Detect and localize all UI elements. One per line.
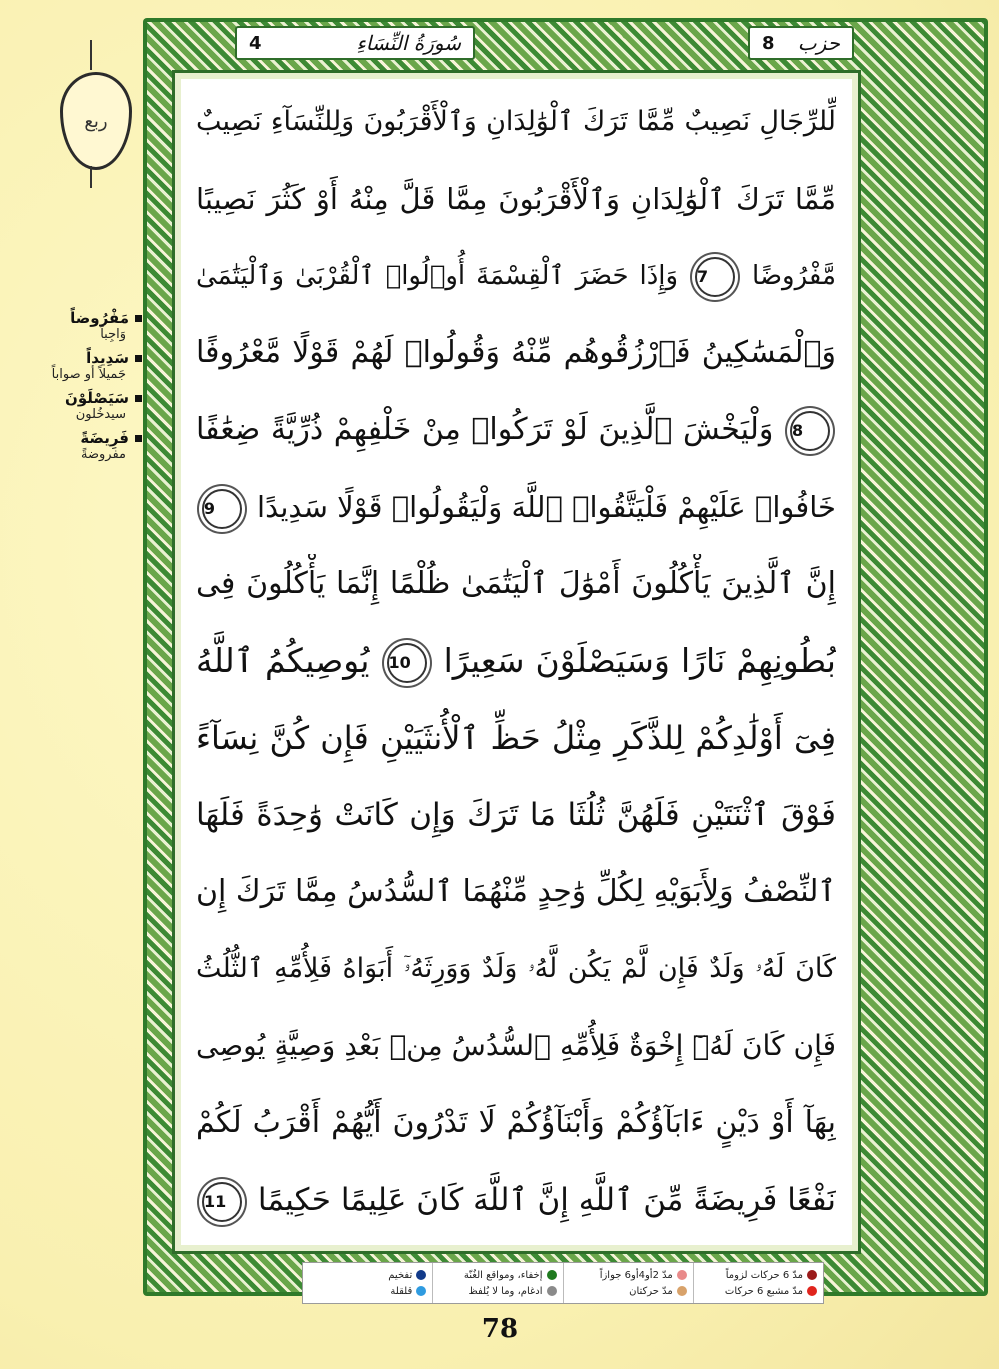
legend-item bbox=[570, 1267, 687, 1283]
legend-label: إخفاء، ومواقع الغُنّة bbox=[463, 1269, 543, 1281]
verse-text: فِىٓ أَوْلَٰدِكُمْ لِلذَّكَرِ مِثْلُ حَظِّ ٱلْأُنثَيَيْنِ فَإِن كُنَّ نِسَآءً bbox=[196, 719, 836, 757]
color-dot-icon bbox=[807, 1286, 817, 1296]
glossary-item bbox=[20, 428, 142, 462]
legend-label: ادغام، وما لا يُلفظ bbox=[468, 1285, 543, 1297]
verse-text: نَفْعًا فَرِيضَةً مِّنَ ٱللَّهِ إِنَّ ٱللَّهَ كَانَ عَلِيمًا حَكِيمًا bbox=[257, 1182, 836, 1218]
bullet-icon bbox=[135, 395, 142, 402]
verse-line-4 bbox=[196, 323, 836, 383]
legend-label: قلقلة bbox=[390, 1285, 413, 1297]
glossary-meaning: سيدخُلون bbox=[75, 407, 126, 422]
verse-text: يُوصِيكُمُ ٱللَّهُ bbox=[196, 641, 370, 680]
hizb-number: 8 bbox=[762, 32, 775, 54]
ayah-number-marker: 9 bbox=[202, 489, 242, 529]
color-dot-icon bbox=[807, 1270, 817, 1280]
verse-text: لِّلرِّجَالِ نَصِيبٌ مِّمَّا تَرَكَ ٱلْوَٰلِدَانِ وَٱلْأَقْرَبُونَ وَلِلنِّسَآءِ نَصِيبٌ bbox=[196, 106, 836, 137]
medallion-stem-bottom bbox=[90, 166, 92, 188]
verse-text: فَوْقَ ٱثْنَتَيْنِ فَلَهُنَّ ثُلُثَا مَا تَرَكَ وَإِن كَانَتْ وَٰحِدَةً فَلَهَا bbox=[196, 797, 836, 833]
legend-label: مدّ 2أو4أو6 جوازاً bbox=[599, 1269, 673, 1281]
verse-text: مَّفْرُوضًا bbox=[752, 261, 836, 291]
glossary-word: فَرِيضَةً bbox=[80, 429, 129, 447]
surah-name: سُورَةُ النِّسَاءِ bbox=[356, 31, 461, 55]
verse-line-2 bbox=[196, 169, 836, 229]
legend-label: مدّ حركتان bbox=[629, 1285, 673, 1297]
legend-column bbox=[303, 1263, 432, 1303]
verse-line-5 bbox=[196, 400, 836, 460]
legend-label: مدّ مشبع 6 حركات bbox=[724, 1285, 803, 1297]
legend-item bbox=[700, 1283, 817, 1299]
legend-item bbox=[570, 1283, 687, 1299]
glossary-item bbox=[20, 308, 142, 342]
legend-item bbox=[439, 1267, 556, 1283]
rub-label: ربع bbox=[84, 110, 108, 132]
verse-line-13 bbox=[196, 1016, 836, 1076]
verse-text: وَلْيَخْشَ ٱلَّذِينَ لَوْ تَرَكُوا۟ مِنْ خَلْفِهِمْ ذُرِّيَّةً ضِعَٰفًا bbox=[196, 412, 774, 447]
hizb-label: حزب bbox=[797, 31, 840, 55]
hizb-header bbox=[748, 26, 854, 60]
bullet-icon bbox=[135, 355, 142, 362]
verse-line-12 bbox=[196, 939, 836, 999]
verse-line-14 bbox=[196, 1093, 836, 1153]
glossary-item bbox=[20, 388, 142, 422]
verse-line-8 bbox=[196, 631, 836, 691]
glossary-word: سَدِيداً bbox=[86, 349, 129, 367]
verse-text: بُطُونِهِمْ نَارًا وَسَيَصْلَوْنَ سَعِيرًا bbox=[443, 641, 836, 680]
legend-column bbox=[432, 1263, 562, 1303]
glossary-item bbox=[20, 348, 142, 382]
ayah-number-marker: 10 bbox=[387, 643, 427, 683]
glossary-meaning: مفروضةً bbox=[81, 447, 126, 462]
verse-line-10 bbox=[196, 785, 836, 845]
verse-text: كَانَ لَهُۥ وَلَدٌ فَإِن لَّمْ يَكُن لَّهُۥ وَلَدٌ وَوَرِثَهُۥٓ أَبَوَاهُ فَلِأُمِّهِ ٱلثُّلُثُ bbox=[196, 953, 836, 984]
surah-header bbox=[235, 26, 475, 60]
color-dot-icon bbox=[677, 1270, 687, 1280]
margin-glossary bbox=[20, 308, 142, 468]
legend-item bbox=[439, 1283, 556, 1299]
verse-line-6 bbox=[196, 477, 836, 537]
verse-line-9 bbox=[196, 708, 836, 768]
color-dot-icon bbox=[416, 1286, 426, 1296]
glossary-meaning: وَاجِباً bbox=[100, 327, 126, 342]
color-dot-icon bbox=[416, 1270, 426, 1280]
verse-line-1 bbox=[196, 92, 836, 152]
tajweed-legend bbox=[302, 1262, 824, 1304]
verse-text: وَإِذَا حَضَرَ ٱلْقِسْمَةَ أُو۟لُوا۟ ٱلْقُرْبَىٰ وَٱلْيَتَٰمَىٰ bbox=[196, 261, 679, 291]
verse-text: وَٱلْمَسَٰكِينُ فَٱرْزُقُوهُم مِّنْهُ وَقُولُوا۟ لَهُمْ قَوْلًا مَّعْرُوفًا bbox=[196, 335, 836, 370]
color-dot-icon bbox=[547, 1270, 557, 1280]
verse-text: بِهَآ أَوْ دَيْنٍ ءَابَآؤُكُمْ وَأَبْنَآؤُكُمْ لَا تَدْرُونَ أَيُّهُمْ أَقْرَبُ لَكُمْ bbox=[196, 1105, 836, 1140]
glossary-meaning: جَميلاً أو صواباً bbox=[51, 367, 126, 382]
bullet-icon bbox=[135, 435, 142, 442]
legend-column bbox=[693, 1263, 823, 1303]
medallion-stem-top bbox=[90, 40, 92, 70]
bullet-icon bbox=[135, 315, 142, 322]
verse-line-7 bbox=[196, 554, 836, 614]
ayah-number-marker: 11 bbox=[202, 1182, 242, 1222]
page-number: 78 bbox=[481, 1314, 519, 1344]
legend-column bbox=[563, 1263, 693, 1303]
verse-text: فَإِن كَانَ لَهُۥٓ إِخْوَةٌ فَلِأُمِّهِ ٱلسُّدُسُ مِنۢ بَعْدِ وَصِيَّةٍ يُوصِى bbox=[196, 1029, 836, 1062]
verse-text: مِّمَّا تَرَكَ ٱلْوَٰلِدَانِ وَٱلْأَقْرَبُونَ مِمَّا قَلَّ مِنْهُ أَوْ كَثُرَ نَصِيبًا bbox=[196, 182, 836, 216]
verse-line-3 bbox=[196, 246, 836, 306]
color-dot-icon bbox=[677, 1286, 687, 1296]
legend-label: تفخيم bbox=[388, 1269, 413, 1281]
surah-number: 4 bbox=[249, 32, 262, 54]
legend-item bbox=[309, 1267, 426, 1283]
color-dot-icon bbox=[547, 1286, 557, 1296]
legend-item bbox=[309, 1283, 426, 1299]
ayah-number-marker: 7 bbox=[695, 257, 735, 297]
ayah-number-marker: 8 bbox=[790, 411, 830, 451]
verse-line-15 bbox=[196, 1170, 836, 1230]
verse-text: إِنَّ ٱلَّذِينَ يَأْكُلُونَ أَمْوَٰلَ ٱلْيَتَٰمَىٰ ظُلْمًا إِنَّمَا يَأْكُلُونَ فِى bbox=[196, 566, 836, 601]
verse-text: خَافُوا۟ عَلَيْهِمْ فَلْيَتَّقُوا۟ ٱللَّهَ وَلْيَقُولُوا۟ قَوْلًا سَدِيدًا bbox=[257, 490, 836, 524]
verse-line-11 bbox=[196, 862, 836, 922]
glossary-word: سَيَصْلَوْنَ bbox=[65, 389, 129, 407]
verse-text: ٱلنِّصْفُ وَلِأَبَوَيْهِ لِكُلِّ وَٰحِدٍ مِّنْهُمَا ٱلسُّدُسُ مِمَّا تَرَكَ إِن bbox=[196, 874, 836, 909]
legend-label: مدّ 6 حركات لزوماً bbox=[725, 1269, 803, 1281]
glossary-word: مَفْرُوضاً bbox=[70, 309, 129, 327]
legend-item bbox=[700, 1267, 817, 1283]
